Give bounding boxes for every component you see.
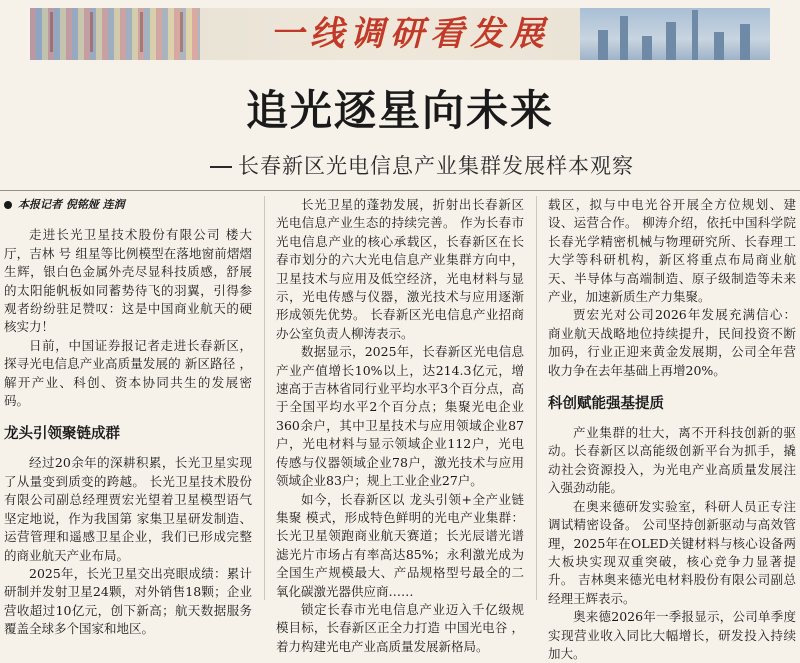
section-heading: 科创赋能强基提质 — [548, 396, 664, 413]
article-subheadline — [210, 152, 650, 180]
paragraph: 产业集群的壮大，离不开科技创新的驱动。长春新区以高能级创新平台为抓手，撬动社会资源投入，为光电产业高质量发展注入强劲动能。 — [548, 425, 796, 496]
section-heading: 龙头引领聚链成群 — [4, 426, 120, 443]
paragraph: 锁定长春市光电信息产业迈入千亿级规模目标，长春新区正全力打造 中国光电谷 ，着力构建光电产业高质量发展新格局。 — [276, 601, 524, 654]
column-divider — [536, 196, 537, 600]
paragraph: 日前，中国证券报记者走进长春新区，探寻光电信息产业高质量发展的 新区路径 ，解开产业、科创、资本协同共生的发展密码。 — [4, 337, 252, 409]
paragraph: 数据显示，2025年，长春新区光电信息产业产值增长10%以上，达214.3亿元，增速高于吉林省同行业平均水平3个百分点，高于全国平均水平2个百分点；集聚光电企业360余户，其中卫星技术与应用领域企业87户，光电材料与显示领域企业112户，光电传感与仪器领域企业78户，激光技术与应用领域企业83户；规上工业企业27户。 — [276, 344, 524, 489]
bullet-icon — [4, 201, 12, 209]
column-middle — [276, 196, 524, 654]
paragraph: 经过20余年的深耕积累，长光卫星实现了从量变到质变的跨越。 长光卫星技术股份有限公司副总经理贾宏光望着卫星模型语气坚定地说，作为我国第 家集卫星研发制造、运营管理和遥感卫星企业，我们已形成完整的商业航天产业布局。 — [4, 455, 252, 563]
header-rule — [0, 190, 800, 191]
paragraph: 在奥来德研发实验室，科研人员正专注调试精密设备。 公司坚持创新驱动与高效管理，2025年在OLED关键材料与核心设备两大板块实现双重突破，核心竞争力显著提升。 吉林奥来德光电材料股份有限公司副总经理王辉表示。 — [548, 498, 796, 606]
paragraph: 2025年，长光卫星交出亮眼成绩：累计研制并发射卫星24颗，对外销售18颗；企业营收超过10亿元，创下新高；航天数据服务覆盖全球多个国家和地区。 — [4, 565, 252, 637]
city-skyline-image — [580, 8, 770, 60]
byline — [4, 196, 252, 214]
paragraph: 如今，长春新区以 龙头引领+全产业链集聚 模式，形成特色鲜明的光电产业集群：长光卫星领跑商业航天赛道；长光辰谱光谱滤光片市场占有率高达85%；永利激光成为全国生产规模最大、产品规格型号最全的二氧化碳激光器供应商…… — [276, 491, 524, 599]
port-scene-image — [30, 8, 200, 60]
column-divider — [264, 196, 265, 600]
subhead-dash — [210, 166, 232, 168]
paragraph: 走进长光卫星技术股份有限公司 楼大厅，吉林 号 组星等比例模型在落地窗前熠熠生辉，银白色金属外壳尽显科技质感，舒展的太阳能帆板如同蓄势待飞的羽翼，引得参观者纷纷驻足赞叹：这是中国商业航天的硬核实力！ — [4, 227, 252, 335]
section-banner — [30, 8, 770, 60]
paragraph: 贾宏光对公司2026年发展充满信心： 商业航天战略地位持续提升，民间投资不断加码，行业正迎来黄金发展期，公司全年营收力争在去年基础上再增20%。 — [548, 307, 796, 378]
banner-title: 一线调研看发展 — [270, 14, 550, 54]
paragraph: 载区，拟与中电光谷开展全方位规划、建设、运营合作。 柳涛介绍，依托中国科学院长春光学精密机械与物理研究所、长春理工大学等科研机构，新区将重点布局商业航天、半导体与高端制造、原子级制造等未来产业，加速新质生产力集聚。 — [548, 197, 796, 305]
subhead-text: 长春新区光电信息产业集群发展样本观察 — [238, 154, 634, 178]
article-headline: 追光逐星向未来 — [245, 86, 554, 135]
paragraph: 奥来德2026年一季报显示，公司单季度实现营业收入同比大幅增长，研发投入持续加大。 — [548, 609, 796, 661]
paragraph: 长光卫星的蓬勃发展，折射出长春新区光电信息产业生态的持续完善。 作为长春市光电信息产业的核心承载区，长春新区在长春市划分的六大光电信息产业集群方向中，卫星技术与应用及低空经济，光电材料与显示，光电传感与仪器，激光技术与应用逐渐形成领先优势。 长春新区光电信息产业招商办公室负责人柳涛表示。 — [276, 197, 524, 341]
column-left — [4, 196, 252, 637]
column-right — [548, 196, 796, 661]
byline-text: 本报记者 倪铭娅 连润 — [18, 198, 125, 211]
